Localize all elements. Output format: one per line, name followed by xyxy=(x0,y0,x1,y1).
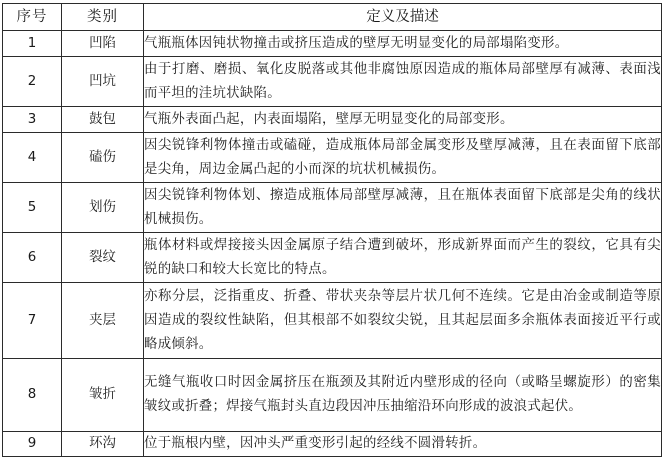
row-category: 鼓包 xyxy=(62,107,144,133)
row-description: 因尖锐锋利物体撞击或磕碰，造成瓶体局部金属变形及壁厚减薄，且在表面留下底部是尖角，周边金属凸起的小而深的坑状机械损伤。 xyxy=(144,133,662,183)
row-description: 气瓶外表面凸起，内表面塌陷，壁厚无明显变化的局部变形。 xyxy=(144,107,662,133)
row-number: 5 xyxy=(3,183,62,233)
row-category: 凹陷 xyxy=(62,31,144,57)
row-number: 6 xyxy=(3,233,62,283)
row-number: 8 xyxy=(3,359,62,432)
row-number: 3 xyxy=(3,107,62,133)
row-category: 磕伤 xyxy=(62,133,144,183)
header-definition: 定义及描述 xyxy=(144,4,662,31)
row-description: 瓶体材料或焊接接头因金属原子结合遭到破坏，形成新界面而产生的裂纹，它具有尖锐的缺口和较大长宽比的特点。 xyxy=(144,233,662,283)
row-description: 因尖锐锋利物体划、擦造成瓶体局部壁厚减薄，且在瓶体表面留下底部是尖角的线状机械损伤。 xyxy=(144,183,662,233)
table-row xyxy=(3,283,662,359)
table-row xyxy=(3,107,662,133)
row-category: 皱折 xyxy=(62,359,144,432)
row-description: 由于打磨、磨损、氧化皮脱落或其他非腐蚀原因造成的瓶体局部壁厚有减薄、表面浅而平坦的洼坑状缺陷。 xyxy=(144,57,662,107)
row-category: 裂纹 xyxy=(62,233,144,283)
table-row xyxy=(3,133,662,183)
table-row xyxy=(3,233,662,283)
row-description: 气瓶瓶体因钝状物撞击或挤压造成的壁厚无明显变化的局部塌陷变形。 xyxy=(144,31,662,57)
row-number: 9 xyxy=(3,432,62,457)
table-row xyxy=(3,31,662,57)
row-category: 凹坑 xyxy=(62,57,144,107)
row-category: 环沟 xyxy=(62,432,144,457)
row-description: 位于瓶根内壁，因冲头严重变形引起的经线不圆滑转折。 xyxy=(144,432,662,457)
row-number: 7 xyxy=(3,283,62,359)
row-description: 亦称分层，泛指重皮、折叠、带状夹杂等层片状几何不连续。它是由冶金或制造等原因造成的裂纹性缺陷，但其根部不如裂纹尖锐，且其起层面多余瓶体表面接近平行或略成倾斜。 xyxy=(144,283,662,359)
row-category: 划伤 xyxy=(62,183,144,233)
header-category: 类别 xyxy=(62,4,144,31)
row-number: 4 xyxy=(3,133,62,183)
row-description: 无缝气瓶收口时因金属挤压在瓶颈及其附近内壁形成的径向（或略呈螺旋形）的密集皱纹或折叠；焊接气瓶封头直边段因冲压抽缩沿环向形成的波浪式起伏。 xyxy=(144,359,662,432)
table-header-row xyxy=(3,4,662,31)
defect-definition-table xyxy=(2,3,662,457)
row-number: 1 xyxy=(3,31,62,57)
table-row xyxy=(3,359,662,432)
header-serial-number: 序号 xyxy=(3,4,62,31)
table-row xyxy=(3,57,662,107)
table-row xyxy=(3,183,662,233)
row-number: 2 xyxy=(3,57,62,107)
table-row xyxy=(3,432,662,457)
row-category: 夹层 xyxy=(62,283,144,359)
